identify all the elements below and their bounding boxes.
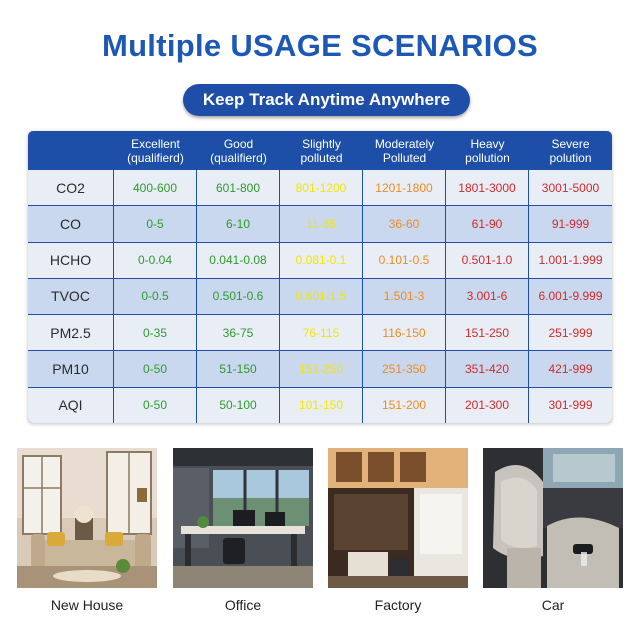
range-cell: 101-150 (280, 387, 363, 423)
range-cell: 0-50 (114, 387, 197, 423)
range-cell: 116-150 (363, 314, 446, 350)
header-line: Excellent (131, 137, 180, 151)
range-cell: 201-300 (446, 387, 529, 423)
row-label-pm25: PM2.5 (28, 314, 114, 350)
range-cell: 0-35 (114, 314, 197, 350)
caption-new-house: New House (50, 597, 124, 613)
range-cell: 3.001-6 (446, 278, 529, 314)
range-cell: 0.601-1.5 (280, 278, 363, 314)
row-label-hcho: HCHO (28, 242, 114, 278)
range-cell: 801-1200 (280, 169, 363, 205)
range-cell: 1.501-3 (363, 278, 446, 314)
header-level-6 (529, 131, 612, 169)
range-cell: 36-60 (363, 205, 446, 241)
range-cell: 1801-3000 (446, 169, 529, 205)
range-cell: 400-600 (114, 169, 197, 205)
range-cell: 76-115 (280, 314, 363, 350)
range-cell: 0.501-1.0 (446, 242, 529, 278)
range-cell: 61-90 (446, 205, 529, 241)
range-cell: 36-75 (197, 314, 280, 350)
living-room-photo (17, 448, 157, 588)
range-cell: 151-250 (280, 350, 363, 386)
header-level-5 (446, 131, 529, 169)
range-cell: 0-0.04 (114, 242, 197, 278)
range-cell: 11-35 (280, 205, 363, 241)
subtitle-banner (183, 84, 470, 116)
car-interior-photo (483, 448, 623, 588)
range-cell: 6-10 (197, 205, 280, 241)
range-cell: 251-350 (363, 350, 446, 386)
range-cell: 601-800 (197, 169, 280, 205)
header-line: Moderately (374, 137, 435, 151)
header-line: (qualifierd) (210, 151, 267, 165)
header-line: polution (549, 151, 592, 165)
range-cell: 91-999 (529, 205, 612, 241)
header-level-4 (363, 131, 446, 169)
range-cell: 50-100 (197, 387, 280, 423)
range-cell: 251-999 (529, 314, 612, 350)
header-line: (qualifierd) (127, 151, 184, 165)
range-cell: 0-50 (114, 350, 197, 386)
header-line: polluted (300, 151, 343, 165)
row-label-co: CO (28, 205, 114, 241)
range-cell: 0.501-0.6 (197, 278, 280, 314)
office-photo (173, 448, 313, 588)
range-cell: 51-150 (197, 350, 280, 386)
range-cell: 0.081-0.1 (280, 242, 363, 278)
range-cell: 6.001-9.999 (529, 278, 612, 314)
range-cell: 0.041-0.08 (197, 242, 280, 278)
caption-car: Car (541, 597, 565, 613)
range-cell: 151-250 (446, 314, 529, 350)
subtitle-text: Keep Track Anytime Anywhere (202, 90, 451, 109)
range-cell: 351-420 (446, 350, 529, 386)
air-quality-grid (28, 131, 612, 423)
header-line: Severe (551, 137, 590, 151)
header-level-1 (114, 131, 197, 169)
range-cell: 0.101-0.5 (363, 242, 446, 278)
page-title: Multiple USAGE SCENARIOS (101, 28, 539, 63)
range-cell: 1201-1800 (363, 169, 446, 205)
factory-photo (328, 448, 468, 588)
range-cell: 0-0.5 (114, 278, 197, 314)
row-label-tvoc: TVOC (28, 278, 114, 314)
range-cell: 1.001-1.999 (529, 242, 612, 278)
row-label-co2: CO2 (28, 169, 114, 205)
range-cell: 3001-5000 (529, 169, 612, 205)
header-line: pollution (465, 151, 510, 165)
header-level-3 (280, 131, 363, 169)
scenario-photos (17, 448, 623, 588)
air-quality-table (28, 131, 612, 423)
header-line: Polluted (382, 151, 427, 165)
range-cell: 0-5 (114, 205, 197, 241)
row-label-pm10: PM10 (28, 350, 114, 386)
header-level-2 (197, 131, 280, 169)
header-line: Slightly (302, 137, 341, 151)
range-cell: 301-999 (529, 387, 612, 423)
caption-office: Office (224, 597, 262, 613)
caption-factory: Factory (374, 597, 422, 613)
range-cell: 421-999 (529, 350, 612, 386)
header-line: Good (223, 137, 254, 151)
header-corner (28, 131, 114, 169)
row-label-aqi: AQI (28, 387, 114, 423)
header-line: Heavy (470, 137, 505, 151)
range-cell: 151-200 (363, 387, 446, 423)
